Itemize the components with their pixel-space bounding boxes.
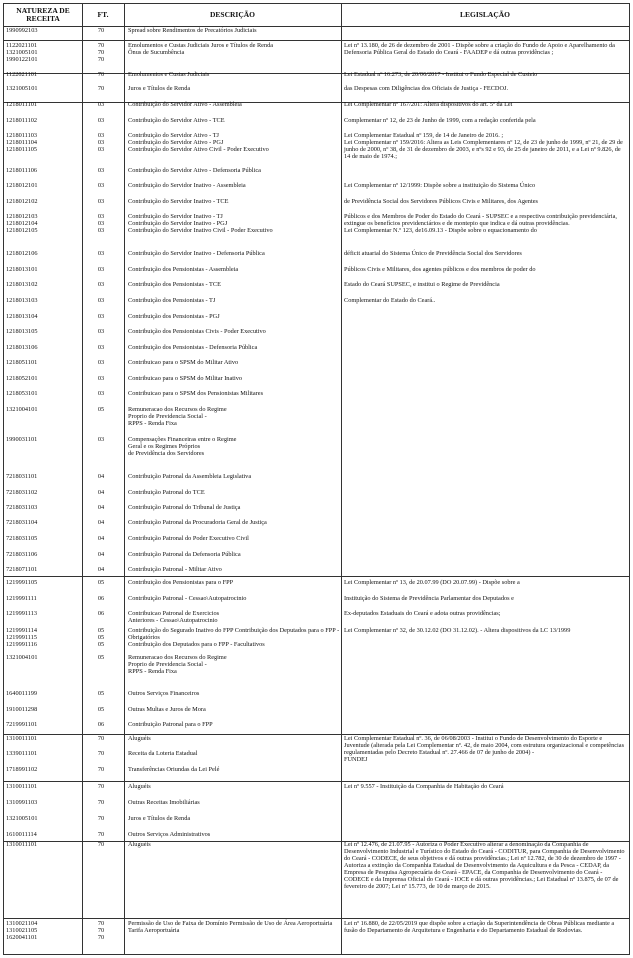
- row-code: 1218013104: [6, 313, 38, 320]
- row-code: 1218011103 1218011104 1218011105: [6, 132, 38, 153]
- group-separator: [4, 576, 629, 577]
- row-description: Juros e Títulos de Renda: [128, 85, 191, 92]
- row-code: 7218031103: [6, 504, 38, 511]
- header-natureza: NATUREZA DE RECEITA: [16, 6, 70, 23]
- row-legislation: Lei nº 9.557 - Instituição da Companhia de Habitação do Ceará: [344, 783, 504, 790]
- row-ft: 03 03 03: [97, 213, 105, 234]
- row-code: 7218071101: [6, 566, 38, 573]
- row-description: Contribuição Patronal da Procuradoria Geral de Justiça: [128, 519, 267, 526]
- row-legislation: Lei Complementar nº 167/201: Altera dispositivos do art. 5º da Lei: [344, 101, 513, 108]
- column-divider: [341, 4, 342, 954]
- row-ft: 70: [97, 799, 105, 806]
- row-code: 7218031101: [6, 473, 38, 480]
- row-description: Emolumentos e Custas Judiciais: [128, 71, 210, 78]
- row-description: Contribuição dos Pensionistas - TCE: [128, 281, 221, 288]
- row-ft: 03: [97, 344, 105, 351]
- row-description: Transferências Oriundas da Lei Pelé: [128, 766, 220, 773]
- row-description: Contribuição dos Pensionistas Civis - Poder Executivo: [128, 328, 266, 335]
- row-description: Outras Receitas Imobiliárias: [128, 799, 200, 806]
- row-ft: 05 05 05: [97, 627, 105, 648]
- row-code: 1218012102: [6, 198, 38, 205]
- row-ft: 03: [97, 281, 105, 288]
- row-code: 1218011102: [6, 117, 38, 124]
- row-ft: 70: [97, 831, 105, 838]
- row-ft: 04: [97, 551, 105, 558]
- row-description: Contribuição do Servidor Inativo - Defensoria Pública: [128, 250, 265, 257]
- row-code: 1310021104 1310021105 1620041101: [6, 920, 38, 941]
- row-legislation: Públicos Civis e Militares, dos agentes públicos e dos membros de poder do: [344, 266, 536, 273]
- row-code: 1310991103: [6, 799, 38, 806]
- row-code: 1219991114 1219991115 1219991116: [6, 627, 38, 648]
- row-ft: 70: [97, 815, 105, 822]
- row-ft: 03: [97, 101, 105, 108]
- header-descricao: DESCRIÇÃO: [209, 10, 255, 19]
- row-ft: 05: [97, 406, 105, 413]
- row-description: Contribuicao para o SPSM do Militar Ativo: [128, 359, 239, 366]
- row-ft: 70: [97, 85, 105, 92]
- row-description: Remuneracao dos Recursos do Regime Proprio de Previdencia Social - RPPS - Renda Fixa: [128, 406, 227, 427]
- header-ft: FT.: [97, 10, 109, 19]
- table-header: [4, 4, 629, 27]
- column-divider: [82, 4, 83, 954]
- row-code: 1218012103 1218012104 1218012105: [6, 213, 38, 234]
- row-code: 1218013102: [6, 281, 38, 288]
- row-ft: 06: [97, 610, 105, 617]
- row-legislation: Ex-deputados Estaduais do Ceará e adota outras providências;: [344, 610, 501, 617]
- row-code: 1310011101: [6, 735, 38, 742]
- row-ft: 04: [97, 489, 105, 496]
- row-ft: 04: [97, 473, 105, 480]
- row-legislation: de Previdência Social dos Servidores Públicos Civis e Militares, dos Agentes: [344, 198, 538, 205]
- row-description: Permissão de Uso de Faixa de Domínio Permissão de Uso de Área Aeroportuária Tarifa Aeroportuária: [128, 920, 333, 934]
- row-description: Compensações Financeiras entre o Regime Geral e os Regimes Próprios de Previdência dos Servidores: [128, 436, 237, 457]
- row-code: 7218031104: [6, 519, 38, 526]
- row-legislation: Lei nº 16.880, de 22/05/2019 que dispõe sobre a criação da Superintendência de Obras Públicas mediante a fusão do Departamento de Arquitetura e Engenharia e do Departamento Estadual de Rodovias.: [344, 920, 615, 934]
- row-code: 1218011101: [6, 101, 38, 108]
- row-legislation: Complementar do Estado do Ceará..: [344, 297, 436, 304]
- row-code: 1910011298: [6, 706, 38, 713]
- row-legislation: Públicos e dos Membros de Poder do Estado do Ceará - SUPSEC e a respectiva contribuição previdenciária, extingue os benefícios previdenciários e de montepio que indica e dá outras providências. Lei Complementar N.º 123, de16.09.13 - Dispõe sobre o equacionamento do: [344, 213, 617, 234]
- row-description: Contribuição Patronal da Defensoria Pública: [128, 551, 241, 558]
- row-legislation: Lei Estadual nº 16.273, de 20/06/2017 - Institui o Fundo Especial de Custeio: [344, 71, 538, 78]
- row-code: 1339011101: [6, 750, 38, 757]
- row-description: Contribuição dos Pensionistas - Assembleia: [128, 266, 239, 273]
- row-description: Contribuição do Servidor Ativo - Defensoria Pública: [128, 167, 261, 174]
- row-description: Outros Serviços Administrativos: [128, 831, 211, 838]
- row-ft: 06: [97, 595, 105, 602]
- row-ft: 70 70 70: [97, 920, 105, 941]
- row-legislation: Lei Complementar Estadual nº. 36, de 06/08/2003 - Institui o Fundo de Desenvolvimento do Esporte e Juventude (alterada pela Lei Complementar nº. 42, de maio 2004, com estrutura organizacional e competências regulamentadas pelo Decreto Estadual nº. 27.466 de 07 de junho de 2004) - FUNDEJ: [344, 735, 625, 763]
- row-ft: 70 70 70: [97, 42, 105, 63]
- row-description: Contribuição do Segurado Inativo do FPP Contribuição dos Deputados para o FPP - Obrigatórios Contribuição dos Deputados para o FPP - Facultativos: [128, 627, 340, 648]
- row-legislation: Lei Complementar Estadual nº 159, de 14 de Janeiro de 2016. ; Lei Complementar nº 159/2016: Altera as Leis Complementares nº 12, de 23 de junho de 1999, nº 21, de 29 de junho de 2000, nº 38, de 31 de dezembro de 2003, e nºs 92 e 93, de 25 de janeiro de 2011, e a Lei nº 9.826, de 14 de maio de 1974.;: [344, 132, 623, 160]
- row-description: Contribuição Patronal - Militar Ativo: [128, 566, 222, 573]
- row-ft: 70: [97, 766, 105, 773]
- row-ft: 03: [97, 359, 105, 366]
- row-ft: 04: [97, 504, 105, 511]
- group-separator: [4, 918, 629, 919]
- row-ft: 70: [97, 71, 105, 78]
- row-description: Contribuição Patronal da Assembleia Legislativa: [128, 473, 252, 480]
- row-description: Contribuicao para o SPSM dos Pensionistas Militares: [128, 390, 264, 397]
- row-description: Aluguéis: [128, 841, 151, 848]
- row-description: Contribuição do Servidor Inativo - TCE: [128, 198, 229, 205]
- row-ft: 03: [97, 328, 105, 335]
- row-ft: 03: [97, 117, 105, 124]
- row-description: Contribuição Patronal - Cessao\Autopatrocinio: [128, 595, 247, 602]
- row-ft: 05: [97, 706, 105, 713]
- row-code: 1718991102: [6, 766, 38, 773]
- row-code: 1218012106: [6, 250, 38, 257]
- row-code: 7218031105: [6, 535, 38, 542]
- row-ft: 04: [97, 519, 105, 526]
- column-divider: [124, 4, 125, 954]
- row-code: 7219991101: [6, 721, 38, 728]
- row-ft: 04: [97, 535, 105, 542]
- row-ft: 03: [97, 167, 105, 174]
- row-ft: 05: [97, 690, 105, 697]
- row-ft: 03: [97, 313, 105, 320]
- row-description: Contribuição do Servidor Ativo - TCE: [128, 117, 225, 124]
- row-code: 1610011114: [6, 831, 37, 838]
- row-ft: 70: [97, 750, 105, 757]
- row-description: Remuneracao dos Recursos do Regime Proprio de Previdencia Social - RPPS - Renda Fixa: [128, 654, 227, 675]
- row-ft: 03: [97, 436, 105, 443]
- row-code: 1122021101 1321005101 1990122101: [6, 42, 38, 63]
- row-ft: 03: [97, 250, 105, 257]
- row-legislation: das Despesas com Diligências dos Oficiais de Justiça - FECDOJ.: [344, 85, 509, 92]
- row-code: 1218013103: [6, 297, 38, 304]
- row-code: 1321004101: [6, 406, 38, 413]
- row-description: Contribuição do Servidor Inativo - Assembleia: [128, 182, 246, 189]
- header-legislacao: LEGISLAÇÃO: [459, 10, 510, 19]
- row-code: 7218031106: [6, 551, 38, 558]
- row-code: 1218013105: [6, 328, 38, 335]
- row-legislation: Lei Complementar nº 13, de 20.07.99 (DO 20.07.99) - Dispõe sobre a: [344, 579, 520, 586]
- row-code: 1321005101: [6, 85, 38, 92]
- row-ft: 05: [97, 654, 105, 661]
- row-description: Contribuição do Servidor Ativo - Assembleia: [128, 101, 242, 108]
- row-legislation: Lei nº 13.180, de 26 de dezembro de 2001 - Dispõe sobre a criação do Fundo de Apoio e Aparelhamento da Defensoria Pública Geral do Estado do Ceará - FAADEP e dá outras providências ;: [344, 42, 615, 56]
- row-code: 1218053101: [6, 390, 38, 397]
- row-ft: 03: [97, 182, 105, 189]
- row-code: 1218051101: [6, 359, 38, 366]
- row-description: Contribuicao Patronal de Exercicios Anteriores - Cessao\Autopatrocinio: [128, 610, 220, 624]
- row-description: Receita da Loteria Estadual: [128, 750, 198, 757]
- row-description: Contribuição Patronal do TCE: [128, 489, 205, 496]
- row-code: 1218052101: [6, 375, 38, 382]
- row-legislation: Instituição do Sistema de Previdência Parlamentar dos Deputados e: [344, 595, 514, 602]
- legislation-table: [3, 3, 630, 955]
- row-ft: 70: [97, 27, 105, 34]
- row-description: Contribuição dos Pensionistas - TJ: [128, 297, 216, 304]
- row-code: 1310011101: [6, 841, 38, 848]
- row-ft: 70: [97, 735, 105, 742]
- row-code: 1219991111: [6, 595, 37, 602]
- row-ft: 03 03 03: [97, 132, 105, 153]
- row-ft: 03: [97, 266, 105, 273]
- row-code: 1310011101: [6, 783, 38, 790]
- row-code: 1640011199: [6, 690, 38, 697]
- row-description: Contribuição do Servidor Ativo - TJ Contribuição do Servidor Ativo - PGJ Contribuição do Servidor Ativo Civil - Poder Executivo: [128, 132, 269, 153]
- row-description: Contribuição dos Pensionistas para o FPP: [128, 579, 234, 586]
- row-description: Contribuicao para o SPSM do Militar Inativo: [128, 375, 243, 382]
- row-ft: 70: [97, 783, 105, 790]
- row-description: Aluguéis: [128, 783, 151, 790]
- row-code: 1219991113: [6, 610, 38, 617]
- row-description: Juros e Títulos de Renda: [128, 815, 191, 822]
- row-legislation: Lei Complementar nº 12/1999: Dispõe sobre a instituição do Sistema Único: [344, 182, 536, 189]
- row-description: Contribuição do Servidor Inativo - TJ Contribuição do Servidor Inativo - PGJ Contribuição do Servidor Inativo Civil - Poder Executivo: [128, 213, 273, 234]
- row-code: 1321005101: [6, 815, 38, 822]
- row-legislation: déficit atuarial do Sistema Único de Previdência Social dos Servidores: [344, 250, 522, 257]
- row-description: Aluguéis: [128, 735, 151, 742]
- row-description: Contribuição dos Pensionistas - Defensoria Pública: [128, 344, 258, 351]
- group-separator: [4, 781, 629, 782]
- row-ft: 03: [97, 375, 105, 382]
- group-separator: [4, 40, 629, 41]
- row-code: 1218013106: [6, 344, 38, 351]
- row-code: 1218013101: [6, 266, 38, 273]
- row-code: 1990992103: [6, 27, 38, 34]
- row-ft: 06: [97, 721, 105, 728]
- row-legislation: Lei Complementar nº 32, de 30.12.02 (DO 31.12.02). - Altera dispositivos da LC 13/1999: [344, 627, 571, 634]
- row-code: 1990031101: [6, 436, 38, 443]
- row-description: Outras Multas e Juros de Mora: [128, 706, 206, 713]
- row-legislation: Complementar nº 12, de 23 de Junho de 1999, com a redação conferida pela: [344, 117, 536, 124]
- row-ft: 03: [97, 198, 105, 205]
- row-code: 1321004101: [6, 654, 38, 661]
- row-description: Outros Serviços Financeiros: [128, 690, 200, 697]
- row-description: Contribuição Patronal do Poder Executivo Civil: [128, 535, 249, 542]
- row-description: Emolumentos e Custas Judiciais Juros e Títulos de Renda Ônus de Sucumbência: [128, 42, 274, 56]
- row-description: Contribuição Patronal para o FPP: [128, 721, 213, 728]
- row-code: 1219991105: [6, 579, 38, 586]
- row-code: 1122021101: [6, 71, 38, 78]
- row-ft: 70: [97, 841, 105, 848]
- row-ft: 03: [97, 297, 105, 304]
- row-ft: 05: [97, 579, 105, 586]
- row-description: Contribuição dos Pensionistas - PGJ: [128, 313, 220, 320]
- row-legislation: Lei nº 12.476, de 21.07.95 - Autoriza o Poder Executivo alterar a denominação da Companhia de Desenvolvimento Industrial e Turístico do Estado do Ceará - CODITUR, para Companhia de Desenvolvimento do Ceará - CODECE, de seus objetivos e dá outras providências.; Lei nº 12.782, de 30 de dezembro de 1997 - Autoriza a extinção da Companhia Estadual de Desenvolvimento da Aquicultura e da Pesca - CEDAP, da Empresa de Pesquisa Agropecuária do Ceará - EPACE, da Companhia de Desenvolvimento do Ceará - CODECE e da Imprensa Oficial do Ceará - IOCE e dá outras providências.; Lei Estadual nº 13.875, de 07 de fevereiro de 2007; Lei nº 15.773, de 10 de março de 2015.: [344, 841, 625, 890]
- row-code: 1218012101: [6, 182, 38, 189]
- row-description: Contribuição Patronal do Tribunal de Justiça: [128, 504, 241, 511]
- row-ft: 03: [97, 390, 105, 397]
- row-legislation: Estado do Ceará SUPSEC, e institui o Regime de Previdência: [344, 281, 500, 288]
- row-code: 1218011106: [6, 167, 38, 174]
- row-description: Spread sobre Rendimentos de Precatórios Judiciais: [128, 27, 257, 34]
- row-code: 7218031102: [6, 489, 38, 496]
- row-ft: 04: [97, 566, 105, 573]
